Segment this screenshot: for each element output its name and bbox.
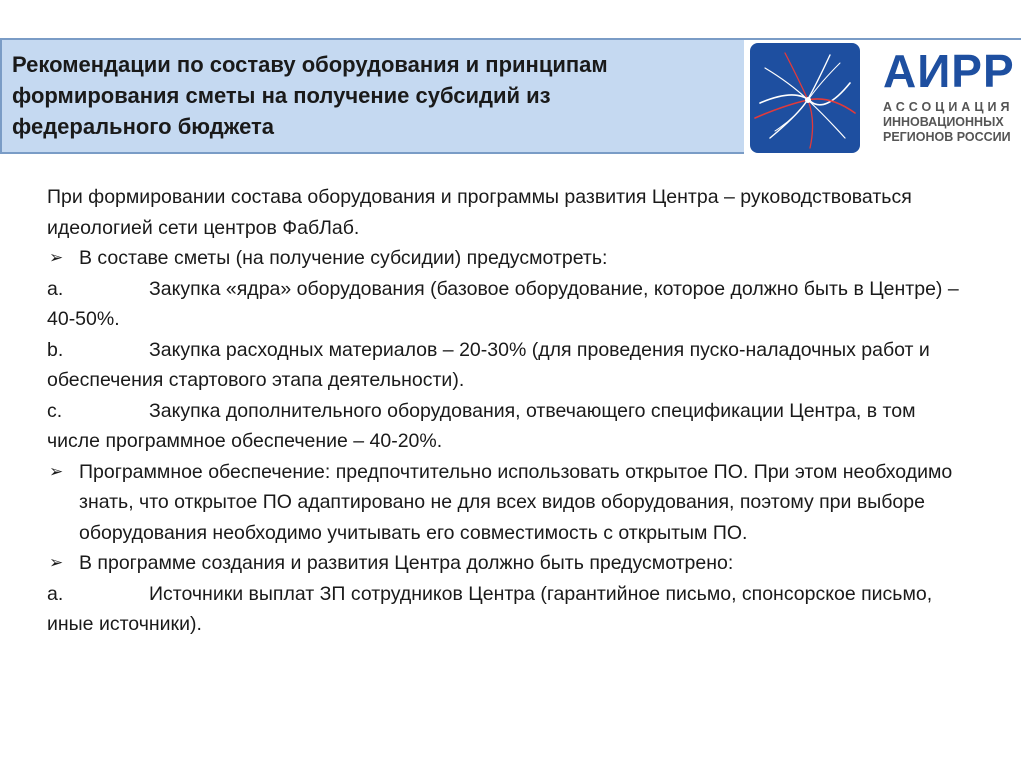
list-item-text: Закупка дополнительного оборудования, отвечающего спецификации Центра, в том числе программное обеспечение – 40-20%. (47, 399, 916, 452)
logo-subtitle (883, 100, 1013, 145)
list-item (47, 579, 967, 640)
bullet-program-text: В программе создания и развития Центра должно быть предусмотрено: (79, 552, 734, 574)
list-item (47, 396, 967, 457)
airr-emblem-icon (750, 43, 860, 153)
arrow-bullet-icon: ➢ (49, 553, 64, 572)
slide-title (12, 49, 732, 142)
list-item (47, 274, 967, 335)
list-item-label: a. (47, 582, 64, 605)
slide-body (47, 182, 967, 640)
title-line-3: федерального бюджета (12, 114, 275, 139)
list-item-label: b. (47, 338, 64, 361)
list-item-text: Закупка расходных материалов – 20-30% (для проведения пуско-наладочных работ и обеспечения стартового этапа деятельности). (47, 338, 930, 391)
list-item-label: a. (47, 277, 64, 300)
logo-line-1: АССОЦИАЦИЯ (883, 100, 1014, 114)
airr-logo (744, 40, 1024, 154)
bullet-estimate (47, 243, 967, 274)
bullet-software (47, 457, 967, 549)
logo-line-3: РЕГИОНОВ РОССИИ (883, 130, 1011, 144)
logo-abbreviation: АИРР (883, 45, 1015, 97)
list-item-label: c. (47, 399, 63, 422)
bullet-program (47, 548, 967, 579)
list-item (47, 335, 967, 396)
logo-line-2: ИННОВАЦИОННЫХ (883, 115, 1004, 129)
bullet-estimate-text: В составе сметы (на получение субсидии) предусмотреть: (79, 247, 608, 269)
slide-header (0, 38, 1021, 154)
bullet-software-text: Программное обеспечение: предпочтительно использовать открытое ПО. При этом необходимо знать, что открытое ПО адаптировано не для всех видов оборудования, поэтому при выборе оборудования необходимо учитывать его совместимость с открытым ПО. (79, 460, 953, 544)
arrow-bullet-icon: ➢ (49, 248, 64, 267)
list-item-text: Источники выплат ЗП сотрудников Центра (гарантийное письмо, спонсорское письмо, иные источники). (47, 582, 933, 635)
intro-paragraph: При формировании состава оборудования и программы развития Центра – руководствоваться идеологией сети центров ФабЛаб. (47, 186, 912, 239)
title-line-1: Рекомендации по составу оборудования и принципам (12, 52, 608, 77)
arrow-bullet-icon: ➢ (49, 461, 64, 481)
list-item-text: Закупка «ядра» оборудования (базовое оборудование, которое должно быть в Центре) – 40-50%. (47, 277, 959, 330)
title-line-2: формирования сметы на получение субсидий из (12, 83, 551, 108)
